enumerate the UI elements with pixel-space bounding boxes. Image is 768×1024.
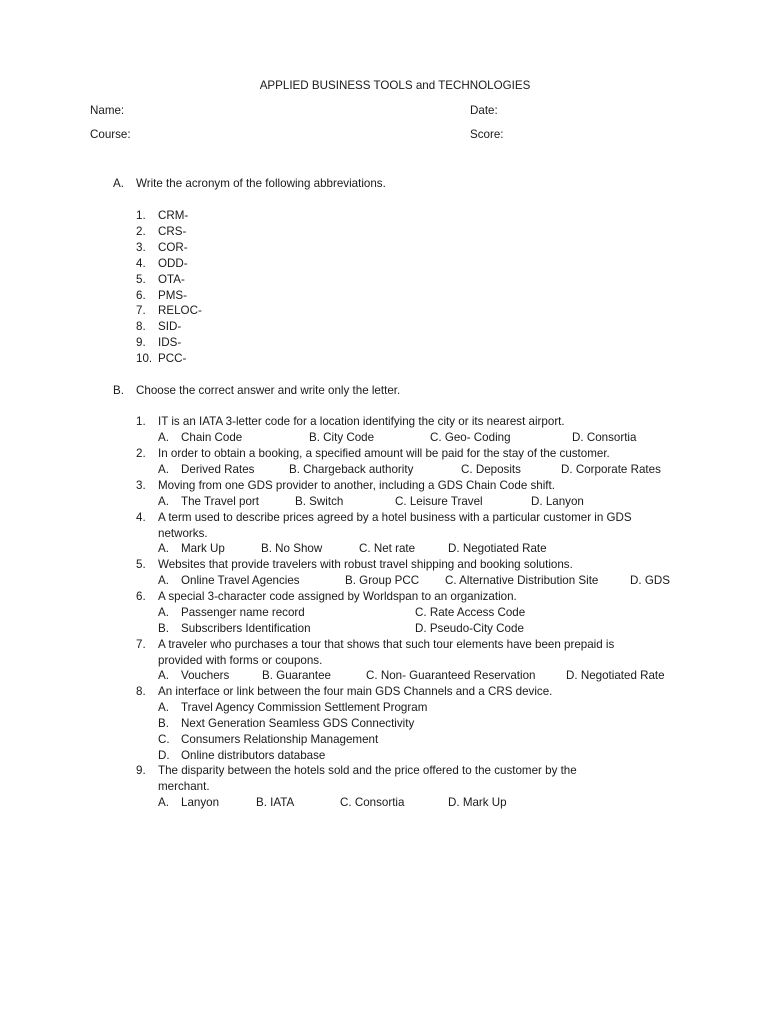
answer-option: B. No Show (261, 542, 323, 555)
question-text: A special 3-character code assigned by Worldspan to an organization. (158, 590, 517, 603)
question-number: 9. (136, 764, 146, 777)
list-item: IDS- (158, 336, 182, 350)
answer-option: B. Chargeback authority (289, 463, 414, 476)
answer-option: C. Net rate (359, 542, 416, 555)
answer-option: Next Generation Seamless GDS Connectivity (181, 717, 415, 730)
option-letter: C. (158, 733, 170, 746)
score-label: Score: (470, 128, 504, 141)
answer-option: D. Negotiated Rate (566, 669, 665, 682)
question-text: merchant. (158, 779, 210, 793)
option-letter: A. (158, 669, 169, 682)
answer-option: C. Rate Access Code (415, 606, 526, 619)
answer-option: Derived Rates (181, 463, 255, 476)
answer-option: Consumers Relationship Management (181, 733, 379, 746)
list-item: CRM- (158, 209, 189, 222)
question-number: 5. (136, 558, 146, 571)
question-text: In order to obtain a booking, a specified amount will be paid for the stay of the customer. (158, 447, 610, 460)
answer-option: D. Pseudo-City Code (415, 622, 524, 635)
list-item-number: 4. (136, 256, 146, 270)
list-item-number: 3. (136, 240, 146, 254)
section-a-instruction: Write the acronym of the following abbreviations. (136, 177, 386, 190)
course-label: Course: (90, 128, 131, 141)
question-number: 6. (136, 590, 146, 603)
question-number: 3. (136, 479, 146, 492)
list-item-number: 1. (136, 209, 146, 222)
question-text: A term used to describe prices agreed by a hotel business with a particular customer in GDS (158, 511, 632, 524)
answer-option: C. Non- Guaranteed Reservation (366, 669, 536, 682)
list-item-number: 5. (136, 272, 146, 286)
answer-option: The Travel port (181, 495, 259, 508)
answer-option: B. Group PCC (345, 574, 420, 587)
section-b-instruction: Choose the correct answer and write only the letter. (136, 384, 401, 397)
option-letter: A. (158, 431, 169, 444)
question-text: provided with forms or coupons. (158, 653, 323, 667)
list-item-number: 6. (136, 288, 146, 302)
page-title: APPLIED BUSINESS TOOLS and TECHNOLOGIES (259, 79, 531, 92)
answer-option: B. Switch (295, 495, 344, 508)
option-letter: B. (158, 717, 169, 730)
answer-option: D. Corporate Rates (561, 463, 661, 476)
question-number: 4. (136, 511, 146, 524)
answer-option: C. Consortia (340, 796, 405, 809)
answer-option: D. Lanyon (531, 495, 584, 508)
answer-option: C. Leisure Travel (395, 495, 483, 508)
section-b-marker: B. (113, 384, 124, 397)
answer-option: Travel Agency Commission Settlement Program (181, 701, 428, 714)
list-item-number: 7. (136, 304, 146, 318)
list-item: COR- (158, 240, 188, 254)
answer-option: Vouchers (181, 669, 230, 682)
answer-option: D. Mark Up (448, 796, 507, 809)
answer-option: C. Alternative Distribution Site (445, 574, 599, 587)
answer-option: Subscribers Identification (181, 622, 311, 635)
option-letter: A. (158, 463, 169, 476)
question-text: Moving from one GDS provider to another, including a GDS Chain Code shift. (158, 479, 555, 492)
list-item-number: 10. (136, 352, 153, 366)
name-label: Name: (90, 104, 125, 117)
question-text: networks. (158, 526, 208, 540)
question-number: 8. (136, 685, 146, 698)
answer-option: Lanyon (181, 796, 220, 809)
list-item: RELOC- (158, 304, 202, 318)
answer-option: Passenger name record (181, 606, 305, 619)
option-letter: A. (158, 796, 169, 809)
answer-option: B. City Code (309, 431, 375, 444)
question-text: An interface or link between the four main GDS Channels and a CRS device. (158, 685, 553, 698)
question-number: 2. (136, 447, 146, 460)
answer-option: Online Travel Agencies (181, 574, 300, 587)
option-letter: D. (158, 749, 170, 762)
answer-option: C. Deposits (461, 463, 521, 476)
answer-option: Mark Up (181, 542, 225, 555)
question-text: Websites that provide travelers with robust travel shipping and booking solutions. (158, 558, 573, 571)
option-letter: A. (158, 495, 169, 508)
question-text: IT is an IATA 3-letter code for a location identifying the city or its nearest airport. (158, 415, 565, 428)
answer-option: D. GDS (630, 574, 670, 587)
list-item-number: 2. (136, 224, 146, 238)
list-item: PCC- (158, 352, 187, 366)
answer-option: Chain Code (181, 431, 243, 444)
list-item: ODD- (158, 256, 188, 270)
question-text: A traveler who purchases a tour that shows that such tour elements have been prepaid is (158, 638, 615, 651)
option-letter: A. (158, 574, 169, 587)
option-letter: A. (158, 701, 169, 714)
list-item-number: 9. (136, 336, 146, 350)
question-number: 7. (136, 638, 146, 651)
answer-option: B. IATA (256, 796, 295, 809)
answer-option: C. Geo- Coding (430, 431, 511, 444)
list-item: PMS- (158, 288, 187, 302)
answer-option: D. Consortia (572, 431, 637, 444)
question-number: 1. (136, 415, 146, 428)
option-letter: A. (158, 542, 169, 555)
list-item-number: 8. (136, 320, 146, 334)
answer-option: Online distributors database (181, 749, 326, 762)
answer-option: B. Guarantee (262, 669, 331, 682)
list-item: CRS- (158, 224, 187, 238)
list-item: SID- (158, 320, 182, 334)
question-text: The disparity between the hotels sold and the price offered to the customer by the (158, 764, 577, 777)
option-letter: B. (158, 622, 169, 635)
section-a-marker: A. (113, 177, 124, 190)
list-item: OTA- (158, 272, 185, 286)
option-letter: A. (158, 606, 169, 619)
date-label: Date: (470, 104, 498, 117)
answer-option: D. Negotiated Rate (448, 542, 547, 555)
